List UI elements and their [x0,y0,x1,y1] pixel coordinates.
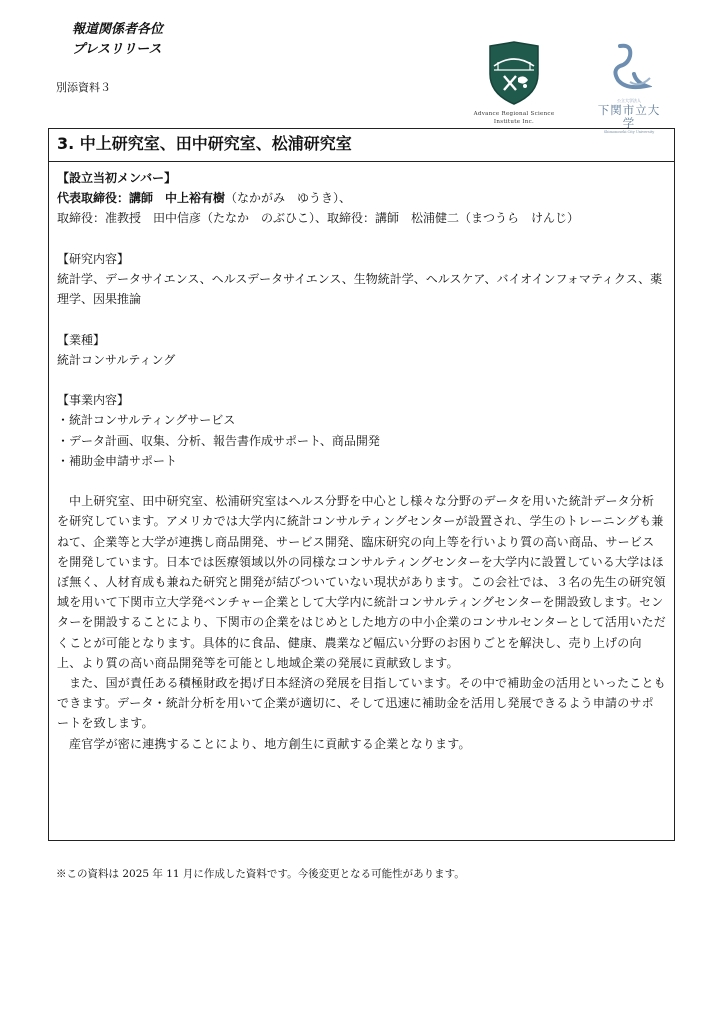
footnote: ※この資料は 2025 年 11 月に作成した資料です。今後変更となる可能性があります。 [56,868,465,880]
business-item: ・統計コンサルティングサービス [57,413,236,428]
members-heading: 【設立当初メンバー】 [57,171,177,185]
lab-info-box [48,128,675,841]
business-heading: 【事業内容】 [57,393,130,408]
shimonoseki-name: 下関市立大学 [597,103,661,130]
ari-shield-icon [484,40,544,106]
press-header [72,20,163,60]
ceo-role: 代表取締役：講師 中上裕有樹 [57,191,226,206]
ari-caption-line1: Advance Regional Science [473,111,555,117]
body-paragraph-2: また、国が責任ある積極財政を掲げ日本経済の発展を目指しています。その中で補助金の活用といったこともできます。データ・統計分析を用いて企業が適切に、そして迅速に補助金を活用し発展できるよう申請のサポートを致します。 [57,676,666,731]
body-paragraph-1: 中上研究室、田中研究室、松浦研究室はヘルス分野を中心とし様々な分野のデータを用いた統計データ分析を研究しています。アメリカでは大学内に統計コンサルティングセンターが設置され、学生のトレーニングも兼ねて、企業等と大学が連携し商品開発、サービス開発、臨床研究の向上等を行いより質の高い商品、サービスを開発しています。日本では医療領域以外の同様なコンサルティングセンターを大学内に設置している大学はほぼ無く、人材育成も兼ねた研究と開発が結びついていない現状があります。この会社では、３名の先生の研究領域を用いて下関市立大学発ベンチャー企業として大学内に統計コンサルティングセンターを開設致します。センターを開設することにより、下関市の企業をはじめとした地方の中小企業のコンサルセンターとして活用いただくことが可能となります。具体的に食品、健康、農業など幅広い分野のお困りごとを解決し、売り上げの向上、より質の高い商品開発等を可能とし地域企業の発展に貢献致します。 [57,494,666,670]
press-release-label: プレスリリース [72,42,162,57]
ceo-reading: （なかがみ ゆうき）、 [225,191,352,206]
business-item: ・補助金申請サポート [57,453,178,468]
section-title: 3. 中上研究室、田中研究室、松浦研究室 [49,129,674,162]
shimonoseki-corp-label: 公立大学法人 [617,98,641,103]
section-body [49,162,674,754]
swan-icon [606,42,652,92]
industry-text: 統計コンサルティング [57,352,176,367]
members-line1 [57,188,666,208]
press-recipient: 報道関係者各位 [72,22,164,37]
ari-caption-line2: Institute Inc. [493,119,535,125]
members-line2: 取締役：准教授 田中信彦（たなか のぶひこ）、取締役：講師 松浦健二（まつうら けんじ） [57,211,580,226]
ari-logo [462,40,566,130]
attachment-label: 別添資料３ [56,81,111,94]
shimonoseki-english: Shimonoseki City University [603,130,655,134]
business-item: ・データ計画、収集、分析、報告書作成サポート、商品開発 [57,433,380,448]
shimonoseki-logo [594,42,664,134]
body-paragraph-3: 産官学が密に連携することにより、地方創生に貢献する企業となります。 [69,736,471,751]
industry-heading: 【業種】 [57,332,106,347]
research-text: 統計学、データサイエンス、ヘルスデータサイエンス、生物統計学、ヘルスケア、バイオインフォマティクス、薬理学、因果推論 [57,272,663,307]
research-heading: 【研究内容】 [57,251,130,266]
